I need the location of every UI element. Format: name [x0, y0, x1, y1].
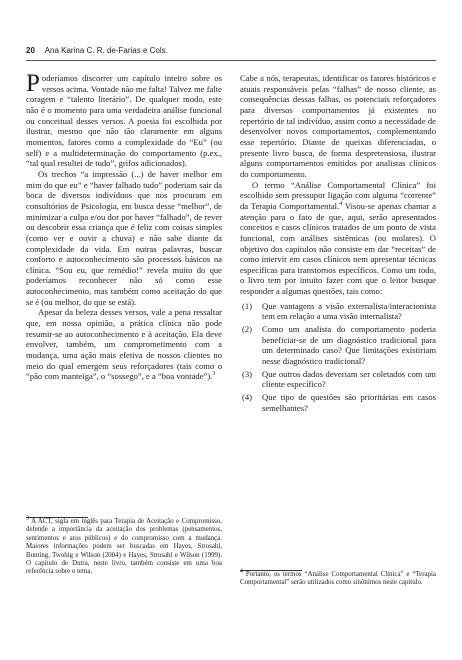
list-item	[240, 324, 436, 367]
left-paragraph-2: Os trechos “a impressão (...) de haver melhor em mim do que eu” e “haver falhado tudo” poderiam sair da boca de diversos indivíduos que nos procuram em consultórios de Psicologia, em busca desse “melhor”, de minimizar a culpa e/ou dor por haver “falhado”, de rever ou descobrir essa criança que é feliz com coisas simples (como ver e ouvir a chuva) e não sabe diante da complexidade da vida. Em outras palavras, buscar conforto e autoconhecimento são processos básicos na clínica. “Sou eu, que remédio!” revela muito do que poderíamos reconhecer não só como esse autoconhecimento, mas também como aceitação do que se é (ou melhor, do que se está).	[26, 168, 222, 307]
question-number: (1)	[242, 300, 253, 311]
question-text: Que outros dados deveriam ser coletados com um cliente específico?	[262, 368, 436, 390]
question-text: Como um analista do comportamento poderia beneficiar-se de um diagnóstico tradicional para um determinado caso? Que limitações existiriam nesse diagnóstico tradicional?	[262, 324, 436, 367]
dropcap-letter: P	[26, 70, 40, 97]
question-list	[240, 301, 436, 414]
left-column	[26, 70, 222, 382]
header-rule	[26, 60, 436, 61]
left-paragraph-1-text: oderíamos discorrer um capítulo inteiro sobre os versos acima. Vontade não me falta! Talvez me falte coragem e “talento literário”. De qualquer modo, este não é o momento para uma verdadeira análise funcional ou conceitual desses versos. A poesia foi escolhida por ilustrar, mesmo que não tão claramente em alguns momentos, fatores como a complexidade do “Eu” (ou self) e a multideterminação do comportamento (p.ex., “tal qual resultei de tudo”, grifos adicionados).	[26, 73, 222, 169]
footnote-4	[240, 568, 436, 588]
footnote-3	[26, 515, 222, 577]
question-text: Que vantagens a visão externalista/interacionista tem em relação a uma visão internalista?	[262, 300, 436, 322]
footnote-marker-4: 4	[240, 568, 243, 575]
right-paragraph-1: Cabe a nós, terapeutas, identificar os fatores históricos e atuais responsáveis pelas “falhas” de nosso cliente, as consequências dessas falhas, os potenciais reforçadores para diversos comportamentos já existentes no repertório de tal indivíduo, assim como a necessidade de desenvolver novos comportamentos, complementando esse repertório. Diante de queixas diferenciadas, o presente livro busca, de forma despretensiosa, ilustrar alguns comportamentos emitidos por analistas clínicos do comportamento.	[240, 73, 436, 179]
list-item	[240, 392, 436, 413]
footnote-ref-3: 3	[212, 371, 216, 378]
footnote-marker-3: 3	[26, 515, 29, 522]
footnote-block-3	[26, 517, 222, 577]
running-head-authors: Ana Karina C. R. de-Farias e Cols.	[44, 46, 168, 55]
question-text: Que tipo de questões são prioritárias em casos semelhantes?	[262, 392, 436, 413]
list-item	[240, 301, 436, 322]
running-header	[26, 46, 436, 60]
right-paragraph-2b: Visou-se apenas chamar a atenção para o fato de que, aqui, serão apresentados conceitos e casos clínicos tratados de um ponto de vista funcional, com análises sistêmicas (ou molares). O objetivo dos capítulos não consiste em dar “receitas” de como intervir em casos clínicos nem apresentar técnicas específicas para transtornos específicos. Como um todo, o livro tem por intuito fazer com que o leitor busque responder a algumas questões, tais como:	[240, 200, 436, 297]
page-number: 20	[26, 46, 35, 55]
footnote-block-4	[240, 570, 436, 588]
left-paragraph-1	[26, 70, 222, 169]
left-paragraph-3	[26, 307, 222, 382]
left-paragraph-3-text: Apesar da beleza desses versos, vale a pena ressaltar que, em nossa opinião, a prática clínica não pode resumir-se ao autoconhecimento e à aceitação. Ela deve envolver, também, um comprometimento com a mudança, uma ação mais efetiva de nossos clientes no meio do qual emergem seus reforçadores (tais como o “pão com manteiga”, o “sossego”, e a “boa vontade”).	[26, 307, 222, 382]
right-paragraph-2a: O termo “Análise Comportamental Clínica” foi escolhido sem pressupor ligação com alguma “corrente” da Terapia Comportamental.	[240, 179, 436, 211]
footnote-4-text: Portanto, os termos “Análise Comportamental Clínica” e “Terapia Comportamental” serão utilizados como sinônimos neste capítulo.	[240, 571, 436, 587]
question-number: (2)	[242, 324, 253, 335]
question-number: (4)	[242, 392, 253, 403]
list-item	[240, 369, 436, 390]
question-number: (3)	[242, 368, 253, 379]
right-paragraph-2	[240, 180, 436, 297]
right-column	[240, 73, 436, 415]
footnote-ref-4: 4	[339, 201, 343, 208]
footnote-3-text: A ACT, sigla em inglês para Terapia de Aceitação e Compromisso, defende a importância da aceitação dos problemas (pensamentos, sentimentos e atos públicos) e do compromisso com a mudança. Maiores informações podem ser buscadas em Hayes, Strosahl, Bunting, Twohig e Wilson (2004) e Hayes, Strosahl e Wilson (1999). O capítulo de Dutra, neste livro, também consiste em uma boa referência sobre o tema.	[26, 518, 222, 576]
